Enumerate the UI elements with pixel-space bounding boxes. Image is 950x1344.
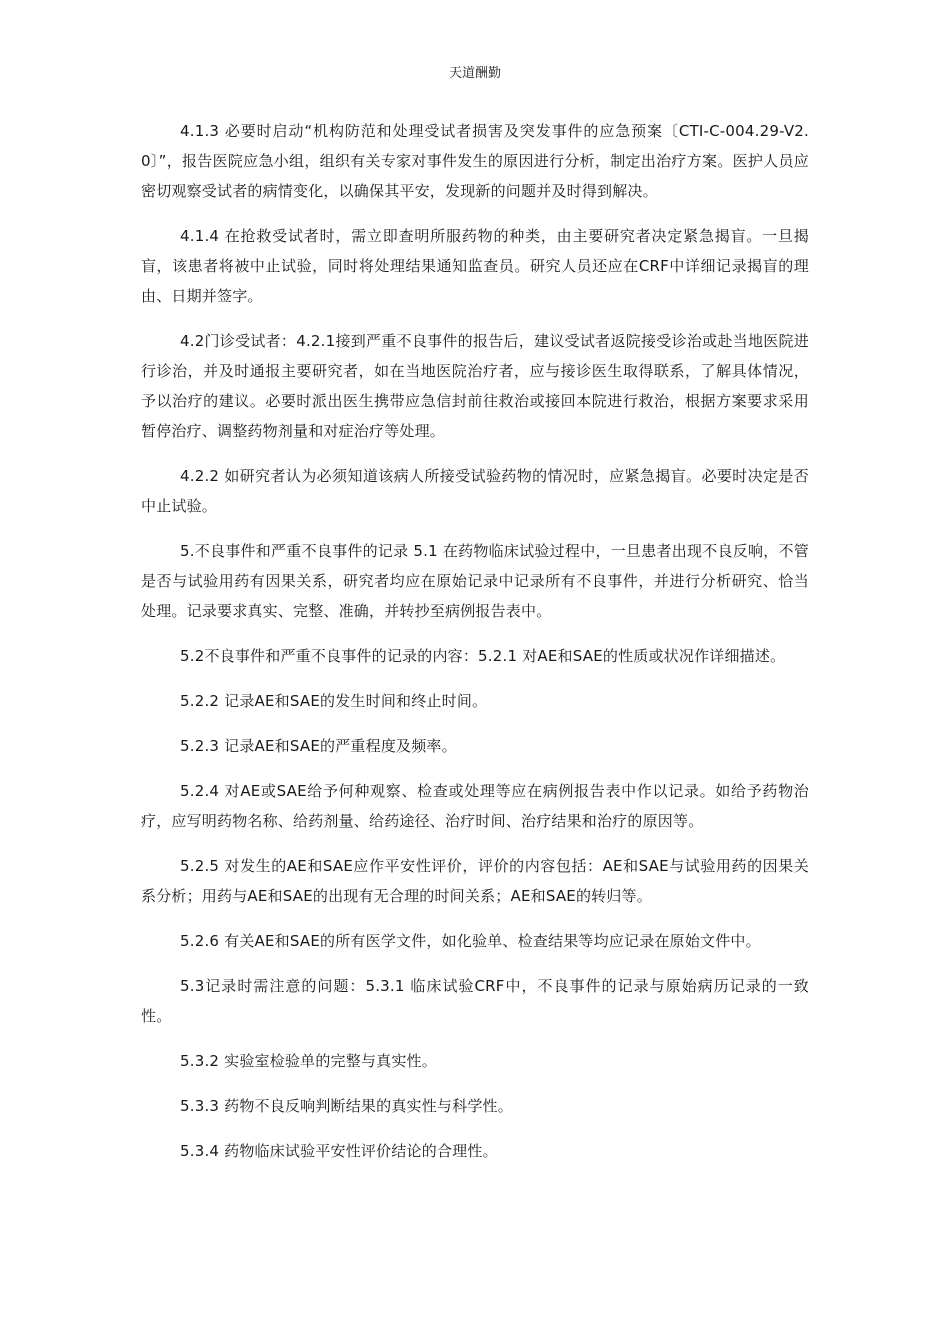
- page-header: 天道酬勤: [448, 66, 501, 81]
- paragraph-5-3-1: 5.3记录时需注意的问题：5.3.1 临床试验CRF中，不良事件的记录与原始病历记录的一致性。: [141, 977, 809, 1025]
- paragraph-4-2-1: 4.2门诊受试者：4.2.1接到严重不良事件的报告后，建议受试者返院接受诊治或赴当地医院进行诊治，并及时通报主要研究者，如在当地医院治疗者，应与接诊医生取得联系，了解具体情况，予以治疗的建议。必要时派出医生携带应急信封前往救治或接回本院进行救治，根据方案要求采用暂停治疗、调整药物剂量和对症治疗等处理。: [141, 332, 809, 440]
- paragraph-5-2-1: 5.2不良事件和严重不良事件的记录的内容：5.2.1 对AE和SAE的性质或状况作详细描述。: [180, 647, 786, 665]
- paragraph-5-3-4: 5.3.4 药物临床试验平安性评价结论的合理性。: [180, 1142, 498, 1160]
- paragraph-5-2-3: 5.2.3 记录AE和SAE的严重程度及频率。: [180, 737, 457, 755]
- paragraph-4-1-4: 4.1.4 在抢救受试者时，需立即查明所服药物的种类，由主要研究者决定紧急揭盲。一旦揭盲，该患者将被中止试验，同时将处理结果通知监查员。研究人员还应在CRF中详细记录揭盲的理由、日期并签字。: [141, 227, 809, 305]
- paragraph-5-2-2: 5.2.2 记录AE和SAE的发生时间和终止时间。: [180, 692, 488, 710]
- paragraph-5-3-2: 5.3.2 实验室检验单的完整与真实性。: [180, 1052, 437, 1070]
- paragraph-5-2-5: 5.2.5 对发生的AE和SAE应作平安性评价，评价的内容包括：AE和SAE与试验用药的因果关系分析；用药与AE和SAE的出现有无合理的时间关系；AE和SAE的转归等。: [141, 857, 809, 905]
- paragraph-5-1: 5.不良事件和严重不良事件的记录 5.1 在药物临床试验过程中，一旦患者出现不良反响，不管是否与试验用药有因果关系，研究者均应在原始记录中记录所有不良事件，并进行分析研究、恰当处理。记录要求真实、完整、准确，并转抄至病例报告表中。: [141, 542, 809, 620]
- document-body: [141, 116, 809, 1166]
- paragraph-4-2-2: 4.2.2 如研究者认为必须知道该病人所接受试验药物的情况时，应紧急揭盲。必要时决定是否中止试验。: [141, 467, 809, 515]
- paragraph-4-1-3: 4.1.3 必要时启动“机构防范和处理受试者损害及突发事件的应急预案〔CTI-C-004.29-V2.0〕”，报告医院应急小组，组织有关专家对事件发生的原因进行分析，制定出治疗方案。医护人员应密切观察受试者的病情变化，以确保其平安，发现新的问题并及时得到解决。: [141, 122, 809, 200]
- paragraph-5-2-6: 5.2.6 有关AE和SAE的所有医学文件，如化验单、检查结果等均应记录在原始文件中。: [180, 932, 761, 950]
- paragraph-5-2-4: 5.2.4 对AE或SAE给予何种观察、检查或处理等应在病例报告表中作以记录。如给予药物治疗，应写明药物名称、给药剂量、给药途径、治疗时间、治疗结果和治疗的原因等。: [141, 782, 809, 830]
- paragraph-5-3-3: 5.3.3 药物不良反响判断结果的真实性与科学性。: [180, 1097, 513, 1115]
